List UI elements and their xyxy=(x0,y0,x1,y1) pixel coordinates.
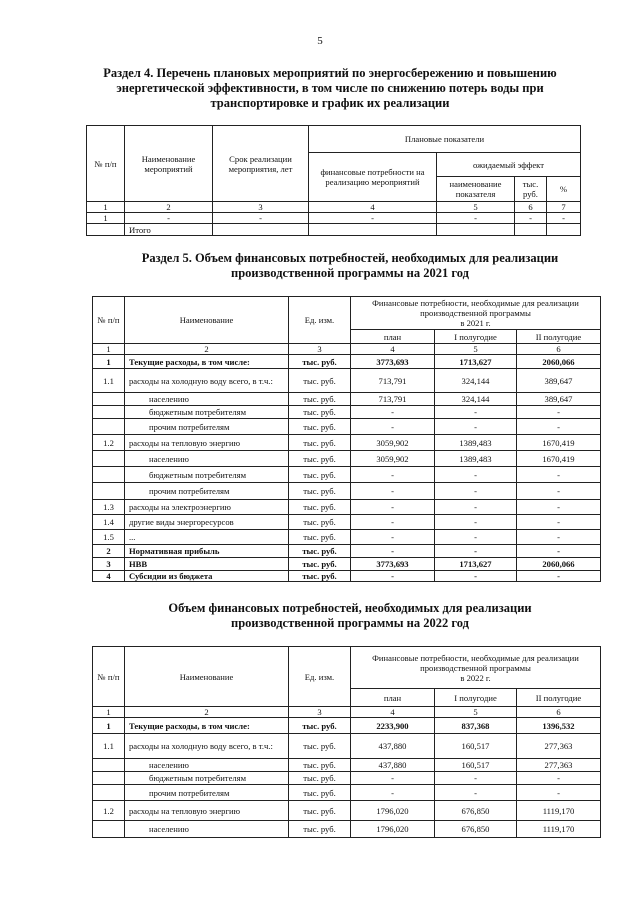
cell-name: НВВ xyxy=(125,558,289,571)
cell-h1: - xyxy=(435,545,517,558)
table-row xyxy=(93,558,601,571)
cell-h2: - xyxy=(517,483,601,500)
header-planned-indicators: Плановые показатели xyxy=(309,126,581,153)
cell-plan: - xyxy=(351,467,435,483)
cell-plan: - xyxy=(351,515,435,530)
cell-num xyxy=(93,785,125,801)
section2022-title-line: производственной программы на 2022 год xyxy=(231,616,469,630)
cell-name: бюджетным потребителям xyxy=(125,467,289,483)
cell-unit: тыс. руб. xyxy=(289,419,351,435)
cell-h2: 1396,532 xyxy=(517,718,601,734)
cell-name: Нормативная прибыль xyxy=(125,545,289,558)
cell-num: 1.4 xyxy=(93,515,125,530)
cell-h1: 676,850 xyxy=(435,801,517,821)
cell-name: расходы на электроэнергию xyxy=(125,500,289,515)
table-row xyxy=(93,419,601,435)
cell-name: расходы на холодную воду всего, в т.ч.: xyxy=(125,734,289,759)
cell-name: Текущие расходы, в том числе: xyxy=(125,718,289,734)
header-h1: I полугодие xyxy=(435,689,517,707)
table-row xyxy=(93,451,601,467)
cell-num: 1.2 xyxy=(93,435,125,451)
cell-name: другие виды энергоресурсов xyxy=(125,515,289,530)
col-number: 1 xyxy=(87,202,125,213)
col-number: 6 xyxy=(515,202,547,213)
section2022-title-line: Объем финансовых потребностей, необходимых для реализации xyxy=(168,601,532,615)
cell-unit: тыс. руб. xyxy=(289,435,351,451)
cell-h1: - xyxy=(435,467,517,483)
table-row xyxy=(93,369,601,393)
cell-num xyxy=(93,393,125,406)
cell-num xyxy=(93,467,125,483)
header-fin-title: Финансовые потребности, необходимые для реализации производственной программы xyxy=(372,298,579,318)
table-row xyxy=(93,530,601,545)
table-row xyxy=(93,515,601,530)
cell-unit: тыс. руб. xyxy=(289,355,351,369)
cell: - xyxy=(309,213,437,224)
section4-title-line: транспортировке и график их реализации xyxy=(210,96,450,110)
cell-unit: тыс. руб. xyxy=(289,801,351,821)
cell-unit: тыс. руб. xyxy=(289,734,351,759)
cell-h1: 837,368 xyxy=(435,718,517,734)
header-fin-needs: финансовые потребности на реализацию мероприятий xyxy=(309,153,437,202)
cell-h2: - xyxy=(517,772,601,785)
cell-h2: - xyxy=(517,500,601,515)
cell: - xyxy=(515,213,547,224)
cell-name: населению xyxy=(125,821,289,838)
cell-unit: тыс. руб. xyxy=(289,545,351,558)
column-number-row xyxy=(87,202,581,213)
table-row xyxy=(93,571,601,582)
cell: - xyxy=(437,213,515,224)
section5-title-line: производственной программы на 2021 год xyxy=(231,266,469,280)
cell-h2: 277,363 xyxy=(517,734,601,759)
cell-h2: - xyxy=(517,515,601,530)
section4-title-line: Раздел 4. Перечень плановых мероприятий по энергосбережению и повышению xyxy=(103,66,557,80)
table-row xyxy=(93,734,601,759)
cell xyxy=(309,224,437,236)
cell: 1 xyxy=(87,213,125,224)
header-h2: II полугодие xyxy=(517,689,601,707)
table-row xyxy=(93,772,601,785)
header-effect-name: наименование показателя xyxy=(437,177,515,202)
table-row xyxy=(93,821,601,838)
cell-plan: - xyxy=(351,785,435,801)
cell-unit: тыс. руб. xyxy=(289,785,351,801)
cell-num: 2 xyxy=(93,545,125,558)
cell-h1: - xyxy=(435,530,517,545)
cell-name: расходы на тепловую энергию xyxy=(125,801,289,821)
section2022-table xyxy=(92,646,601,838)
cell-h2: 2060,066 xyxy=(517,355,601,369)
cell-h2: - xyxy=(517,467,601,483)
cell-plan: - xyxy=(351,483,435,500)
cell-unit: тыс. руб. xyxy=(289,718,351,734)
cell-h1: - xyxy=(435,406,517,419)
section5-rows xyxy=(93,355,601,582)
table-row xyxy=(93,759,601,772)
cell xyxy=(547,224,581,236)
cell-h1: - xyxy=(435,419,517,435)
col-number: 3 xyxy=(289,707,351,718)
cell-unit: тыс. руб. xyxy=(289,821,351,838)
cell-name: ... xyxy=(125,530,289,545)
cell-num: 1.1 xyxy=(93,369,125,393)
cell-h2: 1119,170 xyxy=(517,801,601,821)
cell-h1: 324,144 xyxy=(435,369,517,393)
cell xyxy=(437,224,515,236)
cell-h1: 160,517 xyxy=(435,734,517,759)
cell-h1: 160,517 xyxy=(435,759,517,772)
header-year: в 2022 г. xyxy=(460,672,491,683)
header-expected-effect: ожидаемый эффект xyxy=(437,153,581,177)
cell-plan: - xyxy=(351,419,435,435)
cell-h1: - xyxy=(435,571,517,582)
header-activity-name: Наименование мероприятий xyxy=(125,126,213,202)
cell-unit: тыс. руб. xyxy=(289,558,351,571)
col-number: 3 xyxy=(213,202,309,213)
cell-unit: тыс. руб. xyxy=(289,467,351,483)
col-number: 2 xyxy=(125,344,289,355)
cell-name: населению xyxy=(125,759,289,772)
cell-unit: тыс. руб. xyxy=(289,393,351,406)
cell-h1: 1389,483 xyxy=(435,435,517,451)
cell: - xyxy=(125,213,213,224)
col-number: 3 xyxy=(289,344,351,355)
col-number: 4 xyxy=(351,344,435,355)
header-fin-title: Финансовые потребности, необходимые для реализации производственной программы xyxy=(372,652,579,673)
cell-h2: 389,647 xyxy=(517,393,601,406)
cell-h2: 2060,066 xyxy=(517,558,601,571)
cell-plan: 3773,693 xyxy=(351,355,435,369)
cell-num xyxy=(93,759,125,772)
table-row xyxy=(93,500,601,515)
cell-name: расходы на холодную воду всего, в т.ч.: xyxy=(125,369,289,393)
total-row xyxy=(87,224,581,236)
table-row xyxy=(93,718,601,734)
cell-h1: 324,144 xyxy=(435,393,517,406)
header-h1: I полугодие xyxy=(435,330,517,344)
cell-plan: 2233,900 xyxy=(351,718,435,734)
cell-plan: - xyxy=(351,530,435,545)
cell-h1: - xyxy=(435,785,517,801)
table-row xyxy=(93,393,601,406)
cell-name: бюджетным потребителям xyxy=(125,772,289,785)
section5-title-line: Раздел 5. Объем финансовых потребностей, необходимых для реализации xyxy=(141,251,559,265)
section2022-rows xyxy=(93,718,601,838)
header-year: в 2021 г. xyxy=(460,318,491,328)
header-name: Наименование xyxy=(125,647,289,707)
cell-h2: 389,647 xyxy=(517,369,601,393)
cell-name: прочим потребителям xyxy=(125,785,289,801)
col-number: 5 xyxy=(435,344,517,355)
col-number: 5 xyxy=(435,707,517,718)
page-number: 5 xyxy=(317,35,323,47)
cell-h2: 1119,170 xyxy=(517,821,601,838)
cell-num: 1.5 xyxy=(93,530,125,545)
cell-h2: - xyxy=(517,785,601,801)
cell-unit: тыс. руб. xyxy=(289,369,351,393)
table-row xyxy=(93,801,601,821)
header-h2: II полугодие xyxy=(517,330,601,344)
header-fin-needs xyxy=(351,647,601,689)
cell-h1: - xyxy=(435,515,517,530)
col-number: 4 xyxy=(351,707,435,718)
cell-unit: тыс. руб. xyxy=(289,772,351,785)
section5-title xyxy=(80,251,620,281)
cell-plan: - xyxy=(351,545,435,558)
section4-title xyxy=(60,66,600,111)
cell-num: 1.2 xyxy=(93,801,125,821)
cell-plan: 437,880 xyxy=(351,734,435,759)
header-name: Наименование xyxy=(125,297,289,344)
cell-plan: 713,791 xyxy=(351,393,435,406)
cell-unit: тыс. руб. xyxy=(289,483,351,500)
cell-num xyxy=(93,772,125,785)
header-plan: план xyxy=(351,689,435,707)
cell-name: населению xyxy=(125,393,289,406)
cell-unit: тыс. руб. xyxy=(289,406,351,419)
col-number: 1 xyxy=(93,707,125,718)
col-number: 2 xyxy=(125,707,289,718)
header-unit: Ед. изм. xyxy=(289,647,351,707)
cell-num: 4 xyxy=(93,571,125,582)
col-number: 5 xyxy=(437,202,515,213)
col-number: 7 xyxy=(547,202,581,213)
cell-plan: 1796,020 xyxy=(351,801,435,821)
cell-name: прочим потребителям xyxy=(125,483,289,500)
cell-name: бюджетным потребителям xyxy=(125,406,289,419)
cell-num: 1.1 xyxy=(93,734,125,759)
cell-name: Субсидии из бюджета xyxy=(125,571,289,582)
table-row xyxy=(93,406,601,419)
cell-h1: 1389,483 xyxy=(435,451,517,467)
column-number-row xyxy=(93,707,601,718)
cell-plan: 3059,902 xyxy=(351,435,435,451)
col-number: 6 xyxy=(517,707,601,718)
header-fin-needs xyxy=(351,297,601,330)
cell-num xyxy=(93,406,125,419)
cell-num: 1.3 xyxy=(93,500,125,515)
total-label: Итого xyxy=(125,224,213,236)
section5-table xyxy=(92,296,601,582)
cell: - xyxy=(547,213,581,224)
header-thousand-rub: тыс. руб. xyxy=(515,177,547,202)
header-num: № п/п xyxy=(87,126,125,202)
table-row xyxy=(93,355,601,369)
cell xyxy=(213,224,309,236)
cell-unit: тыс. руб. xyxy=(289,515,351,530)
table-row xyxy=(87,213,581,224)
cell-unit: тыс. руб. xyxy=(289,500,351,515)
cell-h1: 1713,627 xyxy=(435,558,517,571)
cell-h1: - xyxy=(435,772,517,785)
cell-num xyxy=(93,451,125,467)
header-unit: Ед. изм. xyxy=(289,297,351,344)
col-number: 2 xyxy=(125,202,213,213)
table-row xyxy=(93,467,601,483)
col-number: 1 xyxy=(93,344,125,355)
cell-name: Текущие расходы, в том числе: xyxy=(125,355,289,369)
cell-plan: - xyxy=(351,406,435,419)
cell-plan: - xyxy=(351,772,435,785)
cell-unit: тыс. руб. xyxy=(289,759,351,772)
cell xyxy=(515,224,547,236)
section4-title-line: энергетической эффективности, в том числе по снижению потерь воды при xyxy=(116,81,544,95)
cell-h2: - xyxy=(517,571,601,582)
header-period: Срок реализации мероприятия, лет xyxy=(213,126,309,202)
cell-h2: 1670,419 xyxy=(517,451,601,467)
cell-name: расходы на тепловую энергию xyxy=(125,435,289,451)
cell-plan: 437,880 xyxy=(351,759,435,772)
header-num: № п/п xyxy=(93,647,125,707)
section2022-title xyxy=(80,601,620,631)
cell xyxy=(87,224,125,236)
cell-h2: - xyxy=(517,419,601,435)
cell-unit: тыс. руб. xyxy=(289,451,351,467)
section4-table xyxy=(86,125,581,236)
cell-num: 1 xyxy=(93,355,125,369)
cell-h1: 676,850 xyxy=(435,821,517,838)
cell-h1: 1713,627 xyxy=(435,355,517,369)
cell-num: 3 xyxy=(93,558,125,571)
header-num: № п/п xyxy=(93,297,125,344)
cell-num: 1 xyxy=(93,718,125,734)
col-number: 6 xyxy=(517,344,601,355)
cell-plan: - xyxy=(351,571,435,582)
table-row xyxy=(93,435,601,451)
cell: - xyxy=(213,213,309,224)
cell-plan: 1796,020 xyxy=(351,821,435,838)
cell-unit: тыс. руб. xyxy=(289,571,351,582)
cell-h1: - xyxy=(435,500,517,515)
cell-h2: - xyxy=(517,406,601,419)
table-row xyxy=(93,483,601,500)
cell-plan: 3773,693 xyxy=(351,558,435,571)
cell-h2: 277,363 xyxy=(517,759,601,772)
cell-h1: - xyxy=(435,483,517,500)
cell-h2: 1670,419 xyxy=(517,435,601,451)
cell-name: населению xyxy=(125,451,289,467)
header-percent: % xyxy=(547,177,581,202)
cell-h2: - xyxy=(517,545,601,558)
header-plan: план xyxy=(351,330,435,344)
cell-h2: - xyxy=(517,530,601,545)
cell-name: прочим потребителям xyxy=(125,419,289,435)
cell-plan: 3059,902 xyxy=(351,451,435,467)
table-row xyxy=(93,785,601,801)
cell-plan: 713,791 xyxy=(351,369,435,393)
cell-num xyxy=(93,419,125,435)
table-row xyxy=(93,545,601,558)
cell-num xyxy=(93,821,125,838)
cell-num xyxy=(93,483,125,500)
cell-unit: тыс. руб. xyxy=(289,530,351,545)
col-number: 4 xyxy=(309,202,437,213)
cell-plan: - xyxy=(351,500,435,515)
column-number-row xyxy=(93,344,601,355)
